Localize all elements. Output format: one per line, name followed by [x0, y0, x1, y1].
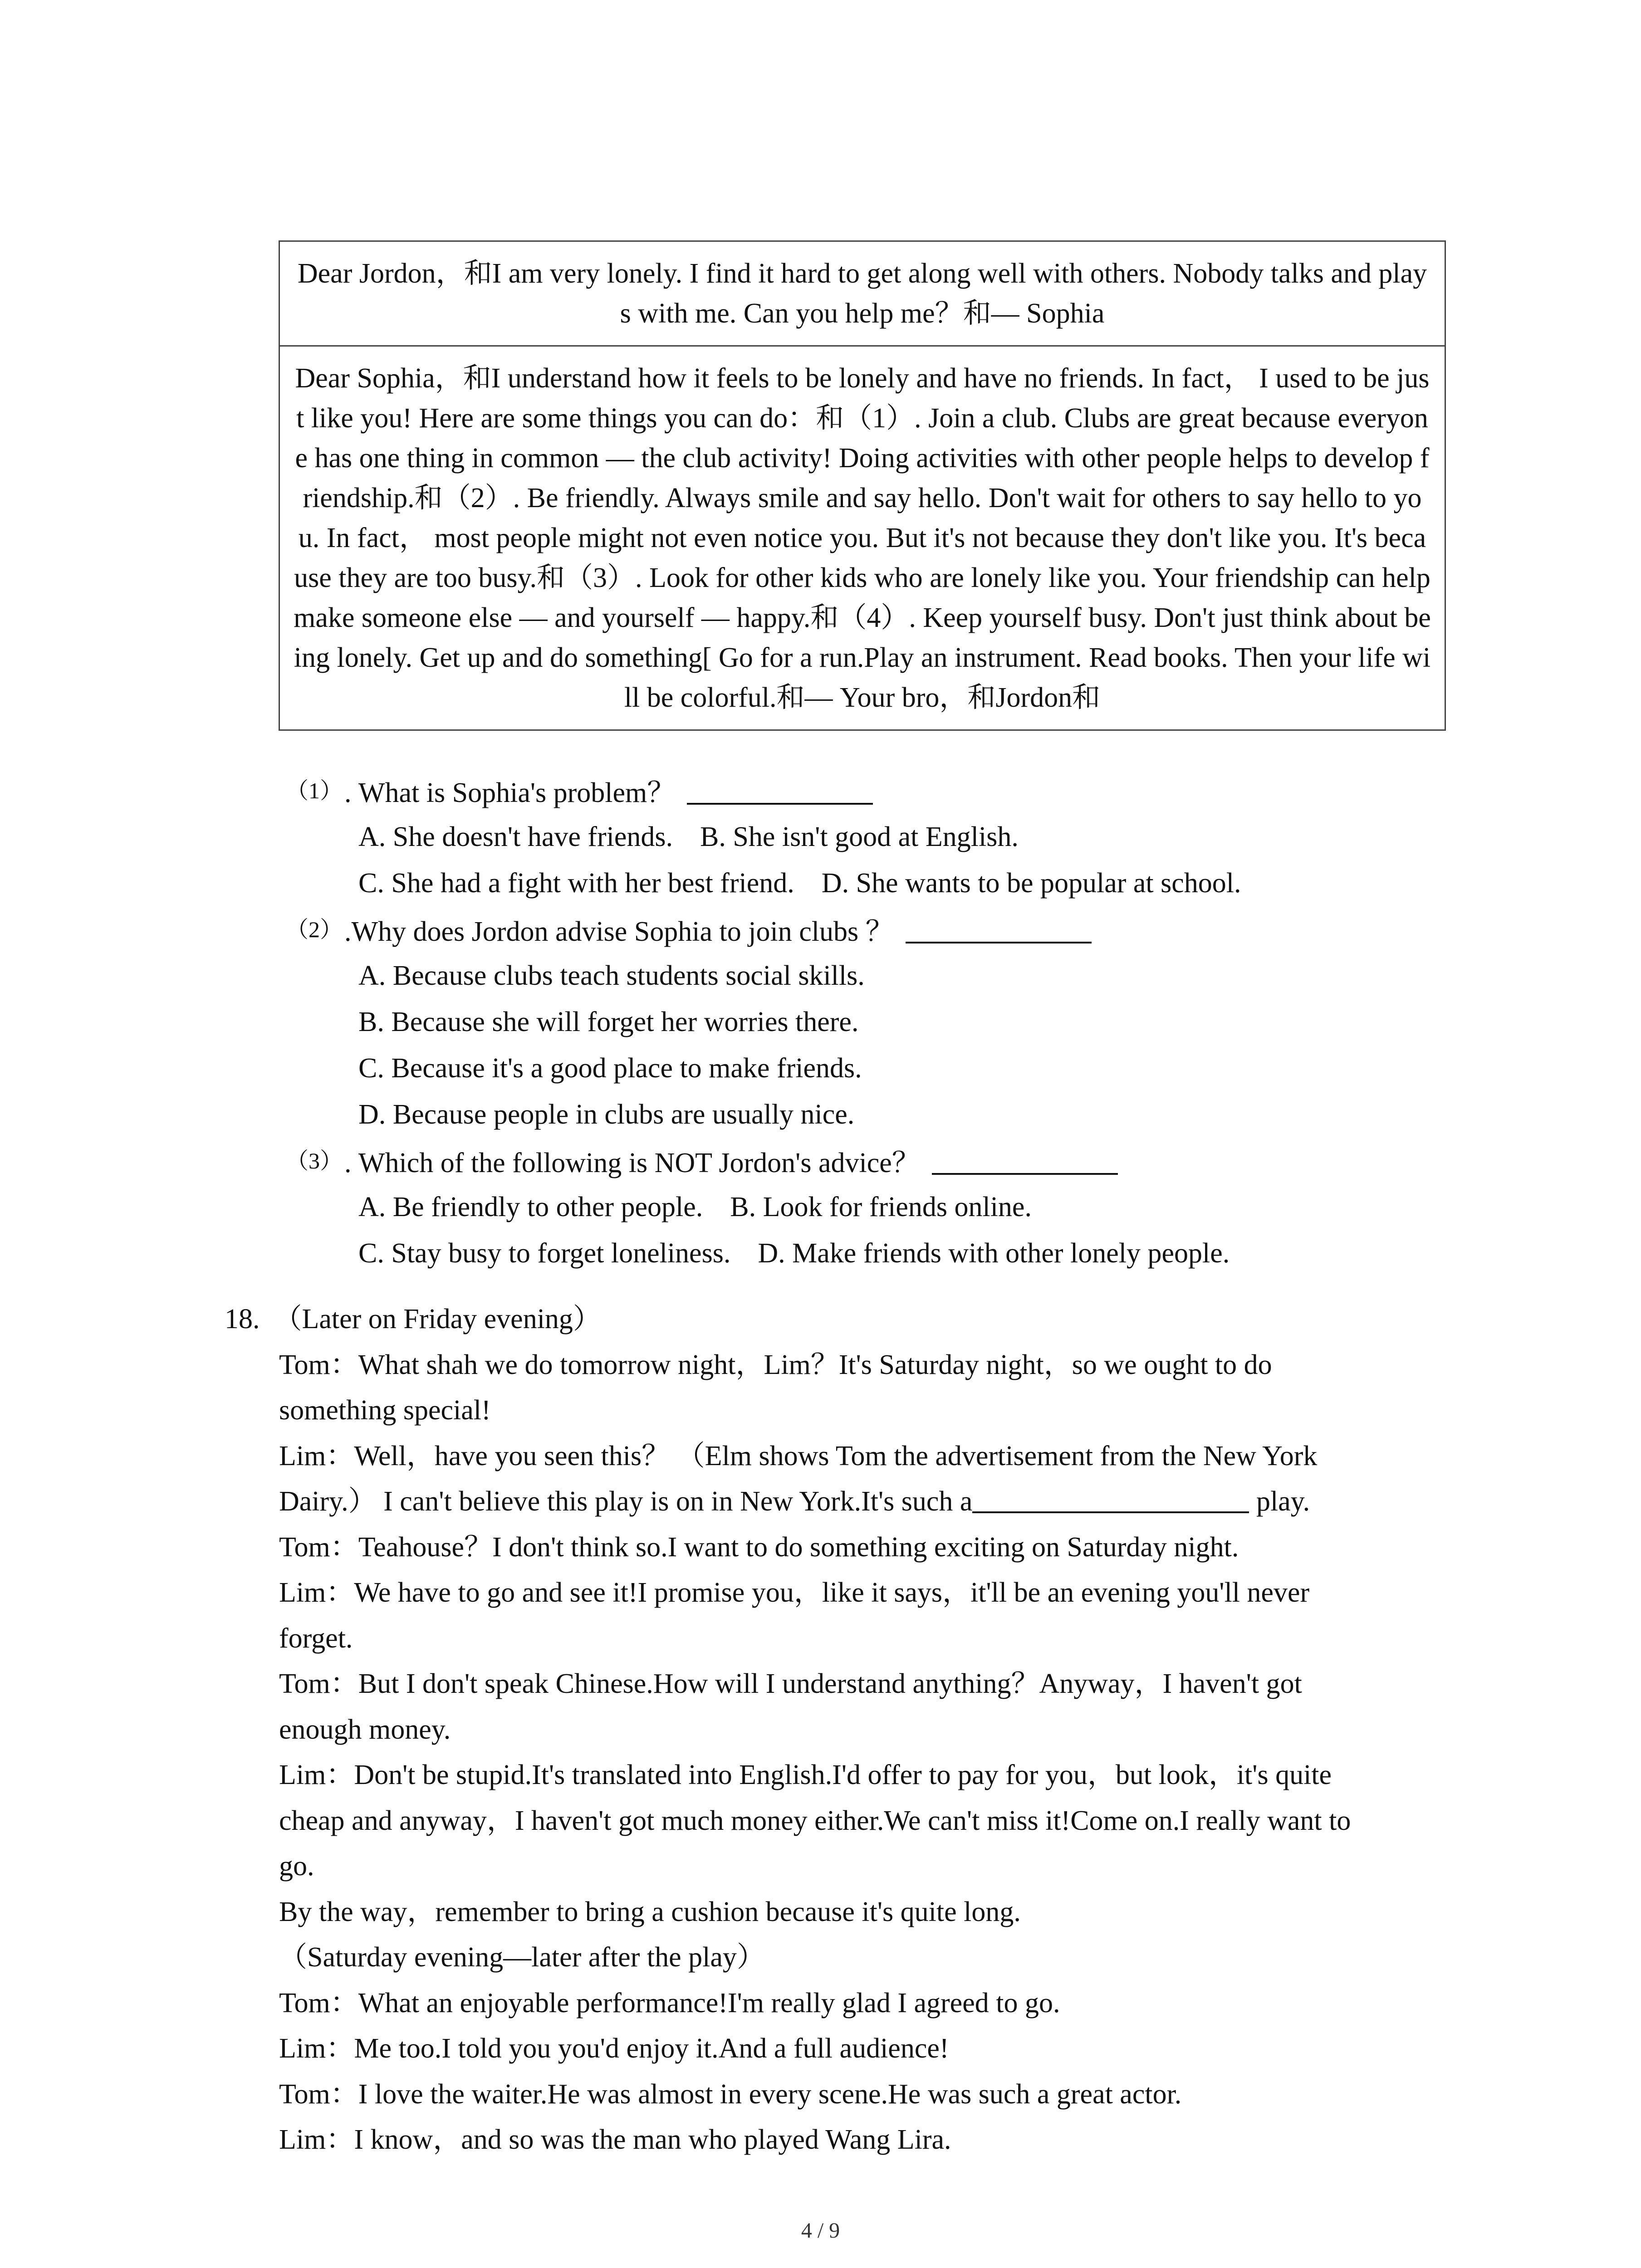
- dialogue-line: forget.: [279, 1623, 353, 1654]
- answer-blank[interactable]: [906, 913, 1092, 943]
- fill-in-blank[interactable]: [972, 1482, 1249, 1513]
- stage-direction: （Saturday evening—later after the play）: [279, 1942, 765, 1973]
- options-row: [286, 860, 1465, 906]
- question-stem: .Why does Jordon advise Sophia to join clubs ？: [344, 916, 894, 947]
- section-number: 18.: [225, 1304, 260, 1334]
- dialogue-line: Lim：I know，and so was the man who played Wang Lira.: [279, 2124, 951, 2155]
- option-b[interactable]: B. Look for friends online.: [730, 1192, 1032, 1222]
- option-a[interactable]: A. Be friendly to other people.: [358, 1192, 703, 1222]
- section-heading: （Later on Friday evening）: [274, 1304, 601, 1334]
- option-a[interactable]: A. She doesn't have friends.: [358, 821, 673, 852]
- dialogue-line: By the way，remember to bring a cushion because it's quite long.: [279, 1896, 1021, 1927]
- option-a[interactable]: A. Because clubs teach students social skills.: [358, 960, 865, 991]
- letter-from-jordon: Dear Sophia，和I understand how it feels to be lonely and have no friends. In fact， I used to be just like you! Here are some things you can do：和（1）. Join a club. Clubs are great because everyone has one thing in common — the club activity! Doing activities with other people helps to develop friendship.和（2）. Be friendly. Always smile and say hello. Don't wait for others to say hello to you. In fact， most people might not even notice you. But it's not because they don't like you. It's because they are too busy.和（3）. Look for other kids who are lonely like you. Your friendship can help make someone else — and yourself — happy.和（4）. Keep yourself busy. Don't just think about being lonely. Get up and do something[ Go for a run.Play an instrument. Read books. Then your life will be colorful.和— Your bro，和Jordon和: [280, 345, 1445, 729]
- question-1: [286, 767, 1465, 906]
- option-d[interactable]: D. She wants to be popular at school.: [821, 868, 1241, 899]
- options-row: [286, 1184, 1465, 1230]
- dialogue-line: Tom：I love the waiter.He was almost in every scene.He was such a great actor.: [279, 2078, 1182, 2110]
- option-c[interactable]: C. Because it's a good place to make friends.: [358, 1053, 862, 1084]
- question-3: [286, 1138, 1465, 1276]
- dialogue-line-with-blank: [225, 1479, 1450, 1525]
- question-stem: . Which of the following is NOT Jordon's advice？: [344, 1148, 920, 1178]
- options-row: [286, 814, 1465, 860]
- answer-blank[interactable]: [932, 1144, 1118, 1175]
- dialogue-line: Lim：Don't be stupid.It's translated into English.I'd offer to pay for you，but look，it's quite: [279, 1760, 1332, 1790]
- dialogue-line: Tom：But I don't speak Chinese.How will I understand anything？Anyway，I haven't got: [279, 1668, 1302, 1699]
- option-c[interactable]: C. Stay busy to forget loneliness.: [358, 1238, 731, 1269]
- dialogue-line: cheap and anyway，I haven't got much money either.We can't miss it!Come on.I really want to: [279, 1805, 1351, 1836]
- dialogue-line: Lim：Me too.I told you you'd enjoy it.And a full audience!: [279, 2033, 949, 2064]
- question-2: [286, 906, 1465, 1138]
- option-d[interactable]: D. Because people in clubs are usually nice.: [358, 1099, 855, 1130]
- dialogue-line: go.: [279, 1851, 314, 1882]
- question-number: （1）: [286, 778, 343, 803]
- question-number: （3）: [286, 1148, 343, 1173]
- letter-from-sophia: Dear Jordon，和I am very lonely. I find it hard to get along well with others. Nobody talks and plays with me. Can you help me？和— Sophia: [297, 258, 1427, 329]
- section-18: [225, 1296, 1450, 2163]
- dialogue-line: enough money.: [279, 1714, 451, 1745]
- answer-blank[interactable]: [687, 774, 873, 805]
- options-row: [286, 1230, 1465, 1276]
- dialogue-line: something special!: [279, 1395, 491, 1426]
- question-number: （2）: [286, 917, 343, 942]
- dialogue-text: Dairy.） I can't believe this play is on in New York.It's such a: [279, 1486, 973, 1517]
- dialogue-line: Tom：Teahouse？I don't think so.I want to do something exciting on Saturday night.: [279, 1531, 1239, 1563]
- dialogue-line: Tom：What an enjoyable performance!I'm really glad I agreed to go.: [279, 1987, 1060, 2019]
- question-stem: . What is Sophia's problem？: [344, 777, 676, 808]
- dialogue-line: Lim：Well，have you seen this？ （Elm shows Tom the advertisement from the New York: [279, 1440, 1318, 1471]
- option-b[interactable]: B. Because she will forget her worries there.: [358, 1007, 859, 1037]
- option-d[interactable]: D. Make friends with other lonely people.: [758, 1238, 1230, 1269]
- page-number: 4 / 9: [801, 2219, 840, 2243]
- option-c[interactable]: C. She had a fight with her best friend.: [358, 868, 794, 899]
- letters-table: [279, 240, 1446, 731]
- dialogue-line: Tom：What shah we do tomorrow night，Lim？It's Saturday night，so we ought to do: [279, 1349, 1272, 1380]
- option-b[interactable]: B. She isn't good at English.: [700, 821, 1019, 852]
- dialogue-text-after-blank: play.: [1249, 1486, 1310, 1517]
- dialogue-line: Lim：We have to go and see it!I promise you，like it says，it'll be an evening you'll never: [279, 1577, 1310, 1608]
